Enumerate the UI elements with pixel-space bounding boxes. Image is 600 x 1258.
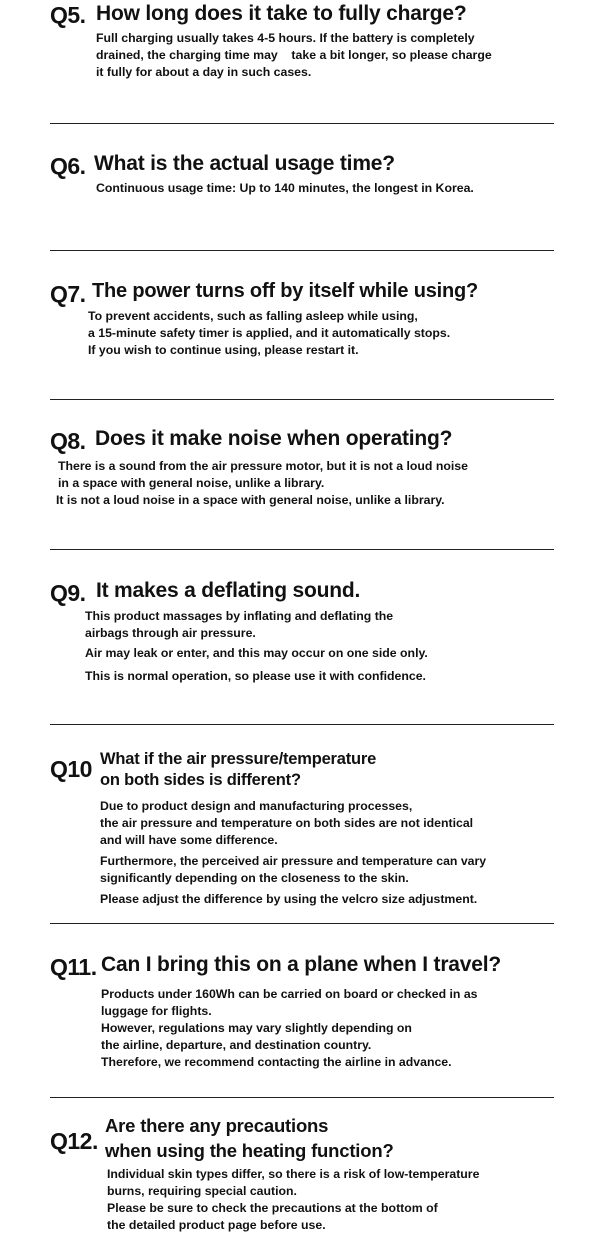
answer-line: and will have some difference.: [100, 833, 278, 847]
answer-line: Individual skin types differ, so there is a risk of low-temperature: [107, 1167, 480, 1181]
question-number: Q7.: [50, 281, 86, 307]
question-number: Q9.: [50, 580, 86, 606]
answer-line: Products under 160Wh can be carried on board or checked in as: [101, 987, 478, 1001]
answer-text: [96, 180, 474, 197]
answer-text: [100, 798, 486, 908]
question-number: Q5.: [50, 2, 86, 28]
question-title-line: when using the heating function?: [105, 1140, 394, 1161]
answer-line: To prevent accidents, such as falling asleep while using,: [88, 309, 418, 323]
answer-text: [85, 608, 428, 685]
question-title-line: on both sides is different?: [100, 771, 301, 789]
question-title-line: Are there any precautions: [105, 1115, 329, 1136]
divider: [50, 399, 554, 400]
question-number: Q10: [50, 756, 92, 782]
divider: [50, 250, 554, 251]
answer-line: burns, requiring special caution.: [107, 1184, 297, 1198]
answer-text: [96, 30, 492, 81]
question-number: Q6.: [50, 153, 86, 179]
answer-line: There is a sound from the air pressure motor, but it is not a loud noise: [58, 459, 468, 473]
answer-text: [88, 308, 450, 359]
answer-line: Air may leak or enter, and this may occur on one side only.: [85, 646, 428, 660]
divider: [50, 1097, 554, 1098]
answer-line: Continuous usage time: Up to 140 minutes, the longest in Korea.: [96, 181, 474, 195]
answer-line: the detailed product page before use.: [107, 1218, 326, 1232]
answer-text: [107, 1166, 479, 1234]
divider: [50, 123, 554, 124]
question-number: Q8.: [50, 428, 86, 454]
answer-line: This is normal operation, so please use it with confidence.: [85, 669, 426, 683]
answer-line: Please be sure to check the precautions at the bottom of: [107, 1201, 438, 1215]
answer-line: It is not a loud noise in a space with general noise, unlike a library.: [56, 493, 445, 507]
question-title: What is the actual usage time?: [94, 152, 395, 175]
answer-line: airbags through air pressure.: [85, 626, 256, 640]
question-number: Q12.: [50, 1128, 98, 1154]
answer-line: If you wish to continue using, please restart it.: [88, 343, 359, 357]
divider: [50, 923, 554, 924]
question-title: Does it make noise when operating?: [95, 427, 453, 450]
question-title: [100, 749, 376, 791]
question-title: Can I bring this on a plane when I travel?: [101, 953, 501, 976]
answer-text: [58, 458, 468, 509]
answer-line: Therefore, we recommend contacting the airline in advance.: [101, 1055, 452, 1069]
question-title: It makes a deflating sound.: [96, 579, 361, 602]
answer-line: However, regulations may vary slightly depending on: [101, 1021, 412, 1035]
question-title: The power turns off by itself while using?: [92, 280, 479, 302]
answer-line: luggage for flights.: [101, 1004, 212, 1018]
answer-line: a 15-minute safety timer is applied, and it automatically stops.: [88, 326, 451, 340]
answer-line: Due to product design and manufacturing processes,: [100, 799, 413, 813]
answer-line: significantly depending on the closeness to the skin.: [100, 871, 409, 885]
answer-line: the air pressure and temperature on both sides are not identical: [100, 816, 474, 830]
question-title: [105, 1113, 394, 1163]
question-title-line: What if the air pressure/temperature: [100, 750, 377, 768]
answer-line: Please adjust the difference by using the velcro size adjustment.: [100, 892, 478, 906]
question-number: Q11.: [50, 954, 97, 980]
answer-line: Furthermore, the perceived air pressure and temperature can vary: [100, 854, 487, 868]
divider: [50, 724, 554, 725]
answer-line: drained, the charging time may take a bit longer, so please charge: [96, 48, 492, 62]
answer-line: it fully for about a day in such cases.: [96, 65, 312, 79]
divider: [50, 549, 554, 550]
answer-text: [101, 986, 478, 1071]
answer-line: Full charging usually takes 4-5 hours. If the battery is completely: [96, 31, 475, 45]
answer-line: the airline, departure, and destination country.: [101, 1038, 372, 1052]
question-title: How long does it take to fully charge?: [96, 2, 467, 25]
answer-line: in a space with general noise, unlike a library.: [58, 476, 325, 490]
answer-line: This product massages by inflating and deflating the: [85, 609, 394, 623]
